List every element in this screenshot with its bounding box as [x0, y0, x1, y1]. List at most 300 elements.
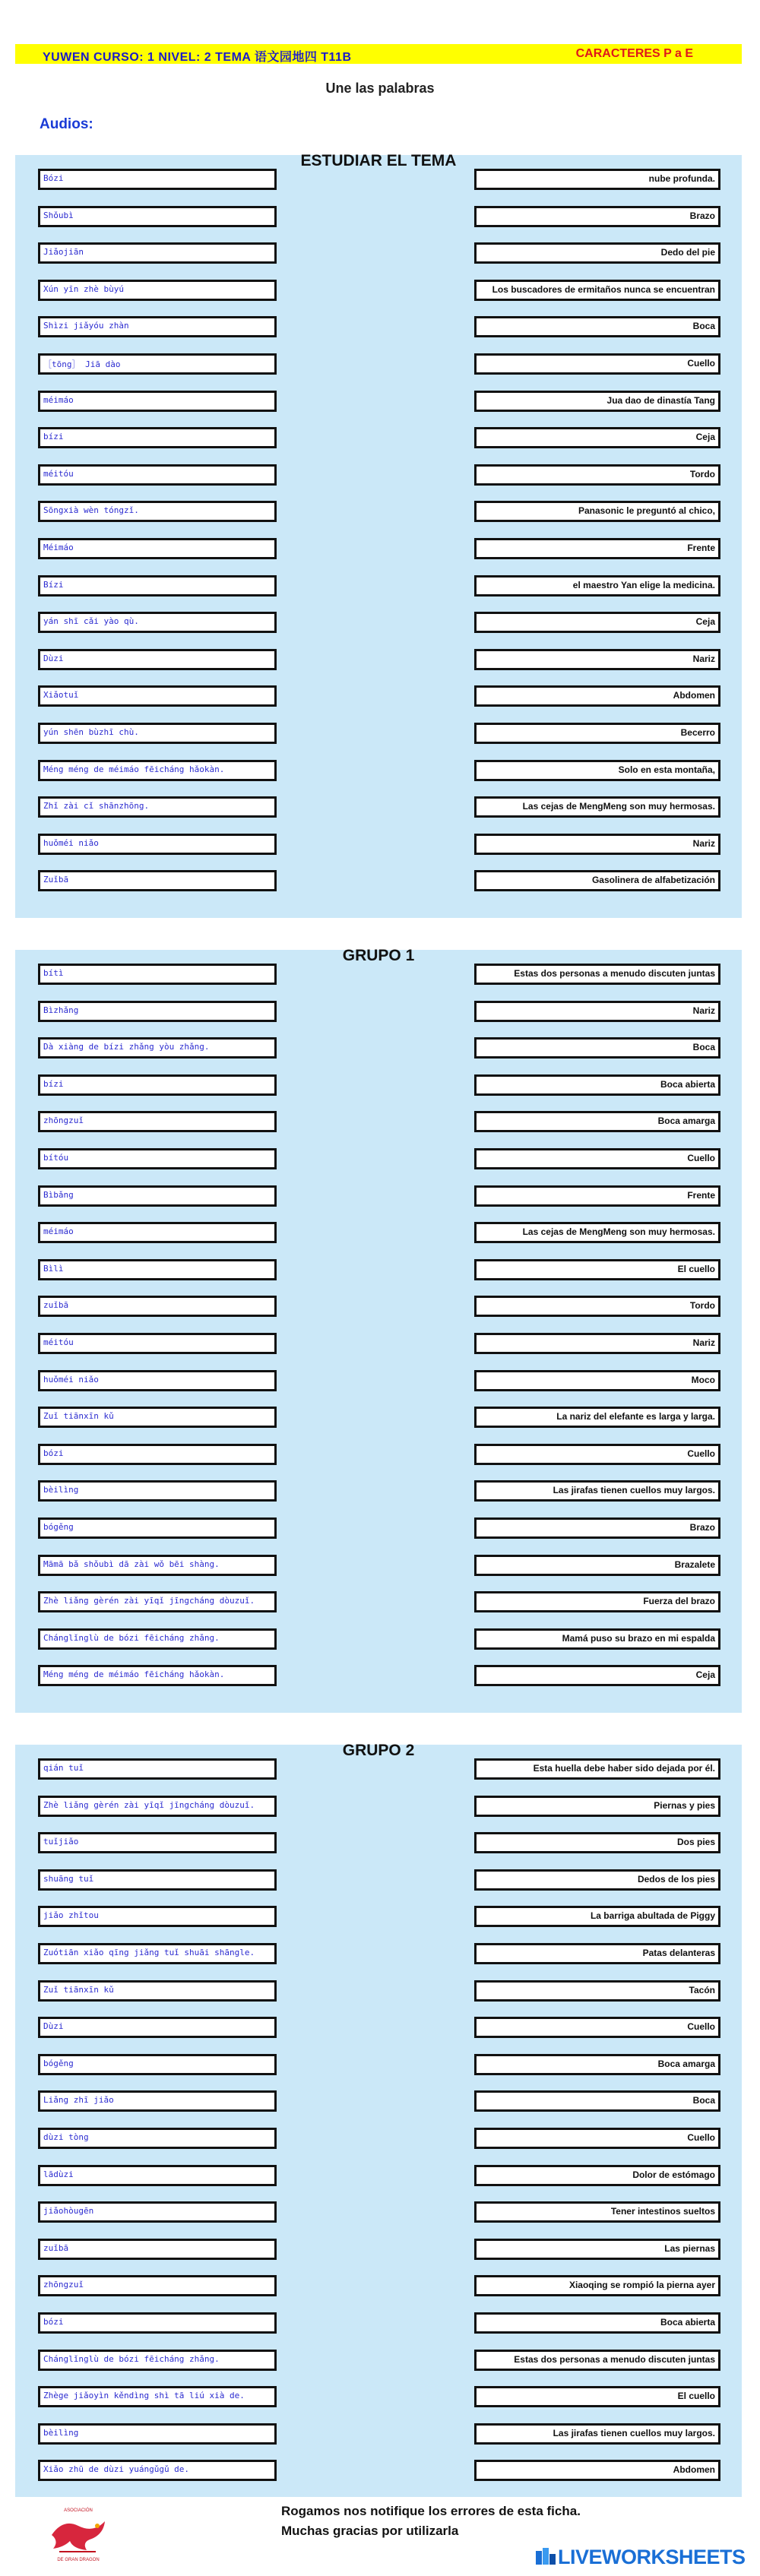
meaning-box[interactable] [474, 1259, 720, 1280]
pinyin-text: lādùzi [43, 2169, 74, 2179]
meaning-text: Moco [691, 1374, 715, 1385]
pinyin-text: dùzi tòng [43, 2132, 89, 2142]
pinyin-box[interactable] [38, 2239, 277, 2260]
match-row [15, 316, 742, 339]
match-row [15, 206, 742, 229]
meaning-box[interactable] [474, 501, 720, 522]
match-row [15, 1148, 742, 1171]
meaning-text: Mamá puso su brazo en mi espalda [562, 1632, 715, 1644]
meaning-text: Tordo [689, 1300, 715, 1312]
meaning-text: Boca abierta [660, 2317, 715, 2328]
meaning-text: Boca [692, 321, 715, 332]
meaning-box[interactable] [474, 2165, 720, 2186]
meaning-text: Las jirafas tienen cuellos muy largos. [553, 2427, 715, 2438]
meaning-text: La barriga abultada de Piggy [590, 1910, 715, 1922]
match-row [15, 538, 742, 561]
meaning-box[interactable] [474, 1943, 720, 1964]
liveworksheets-brand[interactable] [535, 2546, 746, 2569]
pinyin-text: Bìlì [43, 1263, 64, 1274]
match-row [15, 1906, 742, 1929]
meaning-box[interactable] [474, 2128, 720, 2149]
meaning-box[interactable] [474, 280, 720, 301]
match-row [15, 1758, 742, 1781]
match-row [15, 1591, 742, 1614]
meaning-box[interactable] [474, 575, 720, 597]
match-row [15, 1296, 742, 1318]
match-row [15, 796, 742, 819]
meaning-box[interactable] [474, 1333, 720, 1354]
match-row [15, 1037, 742, 1060]
match-row [15, 685, 742, 708]
pinyin-text: Māmā bǎ shǒubì dā zài wǒ bēi shàng. [43, 1559, 220, 1569]
pinyin-text: Xún yīn zhè bùyú [43, 283, 124, 294]
pinyin-text: Zhè liǎng gèrén zài yīqǐ jīngcháng dòuzuǐ. [43, 1799, 255, 1810]
pinyin-box[interactable] [38, 612, 277, 633]
meaning-text: Las cejas de MengMeng son muy hermosas. [522, 1226, 715, 1238]
meaning-text: Cuello [687, 1448, 715, 1459]
meaning-box[interactable] [474, 1591, 720, 1612]
pinyin-text: jiǎohòugēn [43, 2206, 94, 2217]
meaning-text: Xiaoqing se rompió la pierna ayer [568, 2280, 715, 2291]
meaning-text: Boca [692, 2095, 715, 2106]
pinyin-text: shuāng tuǐ [43, 1873, 94, 1884]
pinyin-text: Méng méng de méimáo fēicháng hǎokàn. [43, 764, 225, 774]
meaning-box[interactable] [474, 649, 720, 670]
pinyin-text: Shìzi jiǎyóu zhàn [43, 321, 129, 331]
match-row [15, 1370, 742, 1393]
match-row [15, 1185, 742, 1208]
pinyin-text: bógěng [43, 1522, 74, 1532]
meaning-text: Dedo del pie [660, 247, 715, 258]
pinyin-text: bízi [43, 432, 64, 442]
pinyin-box[interactable] [38, 834, 277, 855]
pinyin-box[interactable] [38, 1832, 277, 1853]
match-row [15, 169, 742, 191]
pinyin-text: bèilìng [43, 1485, 79, 1495]
pinyin-text: bítì [43, 968, 64, 978]
pinyin-box[interactable] [38, 206, 277, 227]
meaning-box[interactable] [474, 1185, 720, 1207]
meaning-text: Tordo [689, 468, 715, 479]
meaning-text: Cuello [687, 1153, 715, 1163]
pinyin-box[interactable] [38, 2350, 277, 2371]
pinyin-text: Méimáo [43, 543, 74, 552]
pinyin-text: Zuǐ tiānxīn kǔ [43, 1984, 114, 1995]
meaning-text: Frente [687, 543, 715, 553]
pinyin-box[interactable] [38, 464, 277, 486]
pinyin-text: zuǐbā [43, 2242, 69, 2253]
match-row [15, 834, 742, 856]
pinyin-text: ［tōng］ Jiā dào [43, 359, 121, 369]
pinyin-box[interactable] [38, 1407, 277, 1428]
pinyin-box[interactable] [38, 1665, 277, 1686]
meaning-box[interactable] [474, 1148, 720, 1169]
match-row [15, 1111, 742, 1134]
match-row [15, 575, 742, 598]
meaning-box[interactable] [474, 612, 720, 633]
pinyin-text: Bìzhǎng [43, 1005, 79, 1015]
match-row [15, 1869, 742, 1892]
pinyin-box[interactable] [38, 169, 277, 190]
pinyin-text: méimáo [43, 394, 74, 405]
meaning-text: Ceja [695, 1669, 715, 1681]
match-row [15, 2423, 742, 2446]
pinyin-box[interactable] [38, 1628, 277, 1650]
meaning-box[interactable] [474, 1517, 720, 1539]
pinyin-box[interactable] [38, 2201, 277, 2223]
match-row [15, 1832, 742, 1855]
meaning-text: Estas dos personas a menudo discuten juntas [514, 2353, 715, 2365]
meaning-box[interactable] [474, 427, 720, 448]
pinyin-text: Dà xiàng de bízi zhǎng yòu zhǎng. [43, 1042, 210, 1052]
meaning-box[interactable] [474, 1665, 720, 1686]
match-row [15, 2239, 742, 2261]
meaning-box[interactable] [474, 2460, 720, 2481]
meaning-box[interactable] [474, 353, 720, 375]
meaning-text: Tener intestinos sueltos [610, 2206, 715, 2217]
meaning-text: Gasolinera de alfabetización [591, 875, 715, 886]
meaning-box[interactable] [474, 316, 720, 337]
meaning-text: Jua dao de dinastía Tang [606, 394, 715, 406]
meaning-text: Nariz [692, 653, 715, 664]
pinyin-text: tuǐjiǎo [43, 1837, 79, 1847]
meaning-text: Panasonic le preguntó al chico, [578, 505, 715, 517]
match-row [15, 1628, 742, 1651]
pinyin-text: Chánglǐnglù de bózi fēicháng zhǎng. [43, 1632, 220, 1643]
pinyin-text: Dùzi [43, 2021, 64, 2032]
match-row [15, 1333, 742, 1356]
meaning-box[interactable] [474, 1296, 720, 1317]
instructions: Une las palabras [325, 81, 435, 96]
meaning-text: Piernas y pies [654, 1799, 715, 1811]
match-row [15, 1222, 742, 1245]
pinyin-text: huǒméi niǎo [43, 1374, 99, 1385]
pinyin-box[interactable] [38, 1517, 277, 1539]
dragon-logo-icon [36, 2505, 120, 2564]
pinyin-box[interactable] [38, 2386, 277, 2407]
meaning-box[interactable] [474, 1001, 720, 1022]
pinyin-text: Bízi [43, 579, 64, 590]
brand-text: LIVEWORKSHEETS [558, 2546, 746, 2568]
match-row [15, 391, 742, 413]
meaning-box[interactable] [474, 2386, 720, 2407]
meaning-box[interactable] [474, 870, 720, 891]
meaning-text: Las jirafas tienen cuellos muy largos. [553, 1485, 715, 1496]
pinyin-text: yún shēn bùzhī chù. [43, 727, 139, 737]
meaning-box[interactable] [474, 1444, 720, 1465]
match-row [15, 1407, 742, 1429]
match-row [15, 1980, 742, 2003]
meaning-box[interactable] [474, 834, 720, 855]
meaning-text: Brazalete [674, 1559, 715, 1570]
pinyin-box[interactable] [38, 2423, 277, 2445]
section-title: ESTUDIAR EL TEMA [300, 152, 457, 169]
meaning-text: Las cejas de MengMeng son muy hermosas. [522, 801, 715, 812]
worksheet-title: YUWEN CURSO: 1 NIVEL: 2 TEMA 语文园地四 T11B [43, 51, 352, 64]
meaning-text: Abdomen [673, 2464, 715, 2476]
meaning-text: La nariz del elefante es larga y larga. [556, 1411, 715, 1422]
pinyin-box[interactable] [38, 242, 277, 264]
match-row [15, 1001, 742, 1024]
pinyin-text: Méng méng de méimáo fēicháng hǎokàn. [43, 1669, 225, 1680]
pinyin-box[interactable] [38, 2312, 277, 2334]
meaning-text: Las piernas [664, 2242, 715, 2254]
footer-line-1: Rogamos nos notifique los errores de esta ficha. [281, 2504, 581, 2518]
meaning-box[interactable] [474, 2350, 720, 2371]
match-row [15, 2128, 742, 2150]
pinyin-box[interactable] [38, 2054, 277, 2075]
match-row [15, 2017, 742, 2040]
pinyin-box[interactable] [38, 1296, 277, 1317]
match-row [15, 501, 742, 524]
match-row [15, 1943, 742, 1966]
meaning-box[interactable] [474, 1758, 720, 1780]
section-grupo-2 [15, 1742, 742, 2497]
meaning-box[interactable] [474, 391, 720, 412]
pinyin-box[interactable] [38, 1001, 277, 1022]
meaning-box[interactable] [474, 1906, 720, 1927]
pinyin-text: Zhǐ zài cǐ shānzhōng. [43, 801, 150, 812]
section-title: GRUPO 2 [342, 1742, 415, 1759]
pinyin-box[interactable] [38, 2460, 277, 2481]
meaning-box[interactable] [474, 1980, 720, 2002]
meaning-box[interactable] [474, 2275, 720, 2296]
meaning-text: Dedos de los pies [637, 1873, 715, 1885]
meaning-box[interactable] [474, 2054, 720, 2075]
meaning-text: Boca abierta [660, 1078, 715, 1090]
match-row [15, 2312, 742, 2335]
pinyin-box[interactable] [38, 391, 277, 412]
meaning-box[interactable] [474, 723, 720, 744]
pinyin-box[interactable] [38, 1480, 277, 1502]
meaning-text: Cuello [687, 358, 715, 369]
meaning-box[interactable] [474, 1370, 720, 1391]
meaning-box[interactable] [474, 1074, 720, 1096]
pinyin-box[interactable] [38, 1222, 277, 1243]
meaning-text: Ceja [695, 432, 715, 443]
pinyin-text: Jiǎojiān [43, 247, 84, 258]
meaning-text: Dos pies [676, 1837, 715, 1848]
pinyin-box[interactable] [38, 427, 277, 448]
pinyin-text: Sōngxià wèn tóngzǐ. [43, 505, 139, 516]
meaning-text: Los buscadores de ermitaños nunca se encuentran [492, 283, 715, 295]
pinyin-text: bózi [43, 1448, 64, 1458]
meaning-box[interactable] [474, 1480, 720, 1502]
meaning-box[interactable] [474, 206, 720, 227]
svg-text:ASOCIACIÓN: ASOCIACIÓN [64, 2508, 93, 2513]
footer-note [281, 2502, 581, 2541]
match-row [15, 760, 742, 783]
pinyin-text: bógěng [43, 2058, 74, 2068]
pinyin-box[interactable] [38, 1591, 277, 1612]
meaning-box[interactable] [474, 685, 720, 707]
pinyin-text: Chánglǐnglù de bózi fēicháng zhǎng. [43, 2353, 220, 2364]
meaning-box[interactable] [474, 2201, 720, 2223]
pinyin-box[interactable] [38, 1869, 277, 1891]
section-grupo-1 [15, 947, 742, 1713]
match-row [15, 1074, 742, 1097]
pinyin-text: Xiǎo zhū de dùzi yuángǔgǔ de. [43, 2464, 190, 2475]
pinyin-box[interactable] [38, 1980, 277, 2002]
pinyin-box[interactable] [38, 649, 277, 670]
match-row [15, 649, 742, 672]
match-row [15, 427, 742, 450]
meaning-box[interactable] [474, 796, 720, 818]
match-row [15, 2386, 742, 2409]
match-row [15, 2350, 742, 2372]
match-row [15, 723, 742, 745]
pinyin-box[interactable] [38, 353, 277, 375]
match-row [15, 2201, 742, 2224]
pinyin-box[interactable] [38, 1796, 277, 1817]
pinyin-box[interactable] [38, 1185, 277, 1207]
match-row [15, 353, 742, 376]
match-row [15, 464, 742, 487]
pinyin-box[interactable] [38, 280, 277, 301]
pinyin-text: bózi [43, 2317, 64, 2327]
meaning-text: Boca amarga [657, 1116, 715, 1127]
meaning-text: El cuello [677, 2391, 715, 2402]
worksheet-topic: CARACTERES P a E [575, 47, 693, 60]
pinyin-box[interactable] [38, 1037, 277, 1059]
meaning-text: Abdomen [673, 690, 715, 701]
meaning-box[interactable] [474, 1555, 720, 1576]
meaning-box[interactable] [474, 1796, 720, 1817]
pinyin-text: bítóu [43, 1153, 69, 1163]
pinyin-box[interactable] [38, 796, 277, 818]
pinyin-box[interactable] [38, 1148, 277, 1169]
pinyin-text: zuǐbā [43, 1300, 69, 1311]
meaning-box[interactable] [474, 2312, 720, 2334]
meaning-box[interactable] [474, 964, 720, 985]
meaning-box[interactable] [474, 1628, 720, 1650]
pinyin-text: méitóu [43, 468, 74, 479]
pinyin-box[interactable] [38, 1370, 277, 1391]
meaning-box[interactable] [474, 1222, 720, 1243]
pinyin-text: Zuótiān xiǎo qīng jiǎng tuǐ shuāi shāngle. [43, 1948, 255, 1957]
pinyin-box[interactable] [38, 575, 277, 597]
svg-text:DE GRAN DRAGON: DE GRAN DRAGON [57, 2558, 100, 2562]
pinyin-box[interactable] [38, 2128, 277, 2149]
pinyin-box[interactable] [38, 870, 277, 891]
pinyin-box[interactable] [38, 1074, 277, 1096]
pinyin-box[interactable] [38, 1111, 277, 1132]
meaning-box[interactable] [474, 2017, 720, 2038]
meaning-box[interactable] [474, 464, 720, 486]
match-row [15, 1259, 742, 1282]
pinyin-text: Zhège jiǎoyìn kěndìng shì tā liú xià de. [43, 2391, 245, 2401]
pinyin-text: Shǒubì [43, 210, 74, 220]
pinyin-text: méimáo [43, 1226, 74, 1237]
pinyin-text: zhōngzuǐ [43, 2280, 84, 2290]
pinyin-box[interactable] [38, 2275, 277, 2296]
meaning-text: el maestro Yan elige la medicina. [572, 579, 715, 590]
pinyin-box[interactable] [38, 1943, 277, 1964]
pinyin-box[interactable] [38, 723, 277, 744]
section-title: GRUPO 1 [342, 947, 415, 964]
meaning-box[interactable] [474, 169, 720, 190]
pinyin-text: bèilìng [43, 2427, 79, 2438]
meaning-box[interactable] [474, 760, 720, 781]
pinyin-box[interactable] [38, 2165, 277, 2186]
meaning-box[interactable] [474, 242, 720, 264]
pinyin-text: Xiǎotuǐ [43, 690, 79, 701]
match-row [15, 2054, 742, 2077]
meaning-text: Nariz [692, 1337, 715, 1348]
meaning-text: Ceja [695, 616, 715, 628]
meaning-text: Becerro [680, 727, 715, 738]
meaning-box[interactable] [474, 1111, 720, 1132]
meaning-text: nube profunda. [648, 173, 715, 184]
pinyin-box[interactable] [38, 316, 277, 337]
pinyin-text: Dùzi [43, 653, 64, 663]
meaning-box[interactable] [474, 1832, 720, 1853]
meaning-text: Nariz [692, 837, 715, 849]
pinyin-box[interactable] [38, 964, 277, 985]
section-estudiar [15, 152, 742, 918]
match-row [15, 1517, 742, 1540]
pinyin-box[interactable] [38, 538, 277, 559]
match-row [15, 1555, 742, 1578]
pinyin-box[interactable] [38, 501, 277, 522]
pinyin-text: jiǎo zhǐtou [43, 1910, 99, 1921]
pinyin-text: qián tuǐ [43, 1763, 84, 1773]
match-row [15, 2275, 742, 2298]
meaning-text: Cuello [687, 2021, 715, 2033]
meaning-text: Solo en esta montaña, [618, 764, 715, 775]
pinyin-box[interactable] [38, 760, 277, 781]
pinyin-box[interactable] [38, 1758, 277, 1780]
pinyin-text: yán shī cǎi yào qù. [43, 616, 139, 627]
match-row [15, 280, 742, 302]
meaning-box[interactable] [474, 2239, 720, 2260]
meaning-text: Boca [692, 1042, 715, 1053]
pinyin-box[interactable] [38, 1259, 277, 1280]
audios-label: Audios: [40, 116, 93, 132]
meaning-box[interactable] [474, 1407, 720, 1428]
pinyin-text: Zuǐbā [43, 875, 69, 885]
meaning-box[interactable] [474, 1869, 720, 1891]
meaning-box[interactable] [474, 2423, 720, 2445]
pinyin-box[interactable] [38, 2017, 277, 2038]
pinyin-box[interactable] [38, 1444, 277, 1465]
match-row [15, 1480, 742, 1503]
pinyin-box[interactable] [38, 1555, 277, 1576]
meaning-text: Esta huella debe haber sido dejada por él. [533, 1763, 715, 1774]
match-row [15, 870, 742, 893]
match-row [15, 1665, 742, 1688]
pinyin-text: zhōngzuǐ [43, 1116, 84, 1126]
pinyin-box[interactable] [38, 2090, 277, 2112]
meaning-box[interactable] [474, 2090, 720, 2112]
match-row [15, 1796, 742, 1818]
meaning-text: Brazo [689, 210, 715, 221]
pinyin-box[interactable] [38, 1333, 277, 1354]
pinyin-text: méitóu [43, 1337, 74, 1347]
meaning-text: Fuerza del brazo [643, 1596, 715, 1607]
meaning-text: Frente [687, 1189, 715, 1201]
pinyin-box[interactable] [38, 1906, 277, 1927]
pinyin-box[interactable] [38, 685, 277, 707]
meaning-box[interactable] [474, 538, 720, 559]
meaning-box[interactable] [474, 1037, 720, 1059]
meaning-text: Brazo [689, 1522, 715, 1533]
pinyin-text: Zhè liǎng gèrén zài yīqǐ jīngcháng dòuzuǐ. [43, 1596, 255, 1606]
meaning-text: Tacón [689, 1984, 715, 1995]
pinyin-text: Zuǐ tiānxīn kǔ [43, 1411, 114, 1422]
meaning-text: Estas dos personas a menudo discuten juntas [514, 968, 715, 979]
liveworksheets-logo-icon [535, 2546, 556, 2566]
